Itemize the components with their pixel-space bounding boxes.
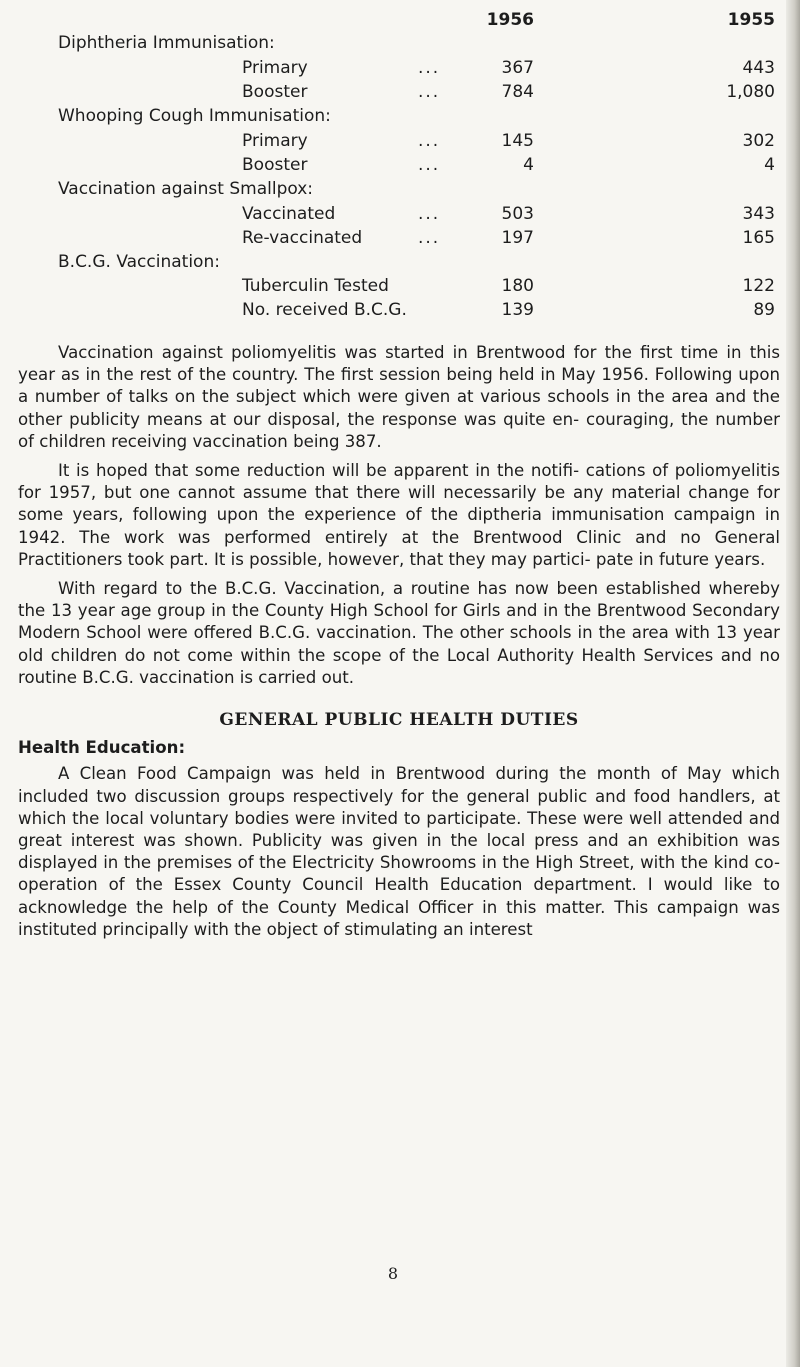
table-row — [0, 153, 786, 177]
value-1956: 784 — [501, 82, 534, 102]
leader-dots: ... — [418, 58, 441, 78]
value-1956: 139 — [501, 300, 534, 320]
value-1956: 180 — [501, 276, 534, 296]
category-label: Whooping Cough Immunisation: — [58, 106, 331, 126]
table-row — [0, 274, 786, 298]
row-label: Booster — [242, 155, 308, 175]
row-label: Tuberculin Tested — [242, 276, 389, 296]
value-1955: 1,080 — [726, 82, 775, 102]
value-1955: 302 — [742, 131, 775, 151]
value-1955: 165 — [742, 228, 775, 248]
table-row — [0, 298, 786, 322]
body-text — [18, 342, 780, 948]
paragraph-polio: Vaccination against poliomyelitis was started in Brentwood for the first time in this year as in the rest of the country. The first session being held in May 1956. Following upon a number of talks on the subject which were given at various schools in the area and the other publicity means at our disposal, the response was quite en- couraging, the number of children receiving vaccination being 387. — [18, 343, 780, 451]
value-1956: 367 — [501, 58, 534, 78]
value-1956: 503 — [501, 204, 534, 224]
leader-dots: ... — [418, 204, 441, 224]
table-header-row — [0, 8, 786, 32]
paragraph-notifications: It is hoped that some reduction will be apparent in the notifi- cations of poliomyelitis for 1957, but one cannot assume that there will necessarily be any material change for some years, following upon the experience of the diptheria immunisation campaign in 1942. The work was performed entirely at the Brentwood Clinic and no General Practitioners took part. It is possible, however, that they may partici- pate in future years. — [18, 461, 780, 569]
paragraph-bcg: With regard to the B.C.G. Vaccination, a routine has now been established whereby the 13 year age group in the County High School for Girls and in the Brentwood Secondary Modern School were offered B.C.G. vaccination. The other schools in the area with 13 year old children do not come within the scope of the Local Authority Health Services and no routine B.C.G. vaccination is carried out. — [18, 579, 780, 687]
page-edge-shadow — [786, 0, 800, 1367]
row-label: Re-vaccinated — [242, 228, 363, 248]
table-row — [0, 202, 786, 226]
value-1956: 145 — [501, 131, 534, 151]
table-row — [0, 80, 786, 104]
row-label: Primary — [242, 131, 308, 151]
row-label: Booster — [242, 82, 308, 102]
value-1955: 122 — [742, 276, 775, 296]
table-category-row — [0, 31, 786, 55]
category-label: Vaccination against Smallpox: — [58, 179, 314, 199]
category-label: Diphtheria Immunisation: — [58, 33, 275, 53]
table-category-row — [0, 104, 786, 128]
section-heading: GENERAL PUBLIC HEALTH DUTIES — [219, 710, 579, 731]
leader-dots: ... — [418, 131, 441, 151]
category-label: B.C.G. Vaccination: — [58, 252, 220, 272]
leader-dots: ... — [418, 155, 441, 175]
table-row — [0, 129, 786, 153]
table-category-row — [0, 177, 786, 201]
row-label: No. received B.C.G. — [242, 300, 407, 320]
row-label: Vaccinated — [242, 204, 336, 224]
value-1955: 4 — [764, 155, 775, 175]
year-header-1955: 1955 — [727, 10, 775, 30]
value-1955: 443 — [742, 58, 775, 78]
row-label: Primary — [242, 58, 308, 78]
page-number: 8 — [387, 1264, 399, 1283]
year-header-1956: 1956 — [486, 10, 534, 30]
table-category-row — [0, 250, 786, 274]
subheading: Health Education: — [18, 738, 186, 758]
paragraph-health-education: A Clean Food Campaign was held in Brentwood during the month of May which included two discussion groups respectively for the general public and food handlers, at which the local voluntary bodies were invited to participate. These were well attended and great interest was shown. Publicity was given in the local press and an exhibition was displayed in the premises of the Electricity Showrooms in the High Street, with the kind co-operation of the Essex County Council Health Education department. I would like to acknowledge the help of the County Medical Officer in this matter. This campaign was instituted principally with the object of stimulating an interest — [18, 764, 780, 939]
table-row — [0, 226, 786, 250]
leader-dots: ... — [418, 228, 441, 248]
value-1956: 197 — [501, 228, 534, 248]
leader-dots: ... — [418, 82, 441, 102]
table-row — [0, 56, 786, 80]
value-1956: 4 — [523, 155, 534, 175]
value-1955: 89 — [753, 300, 775, 320]
value-1955: 343 — [742, 204, 775, 224]
